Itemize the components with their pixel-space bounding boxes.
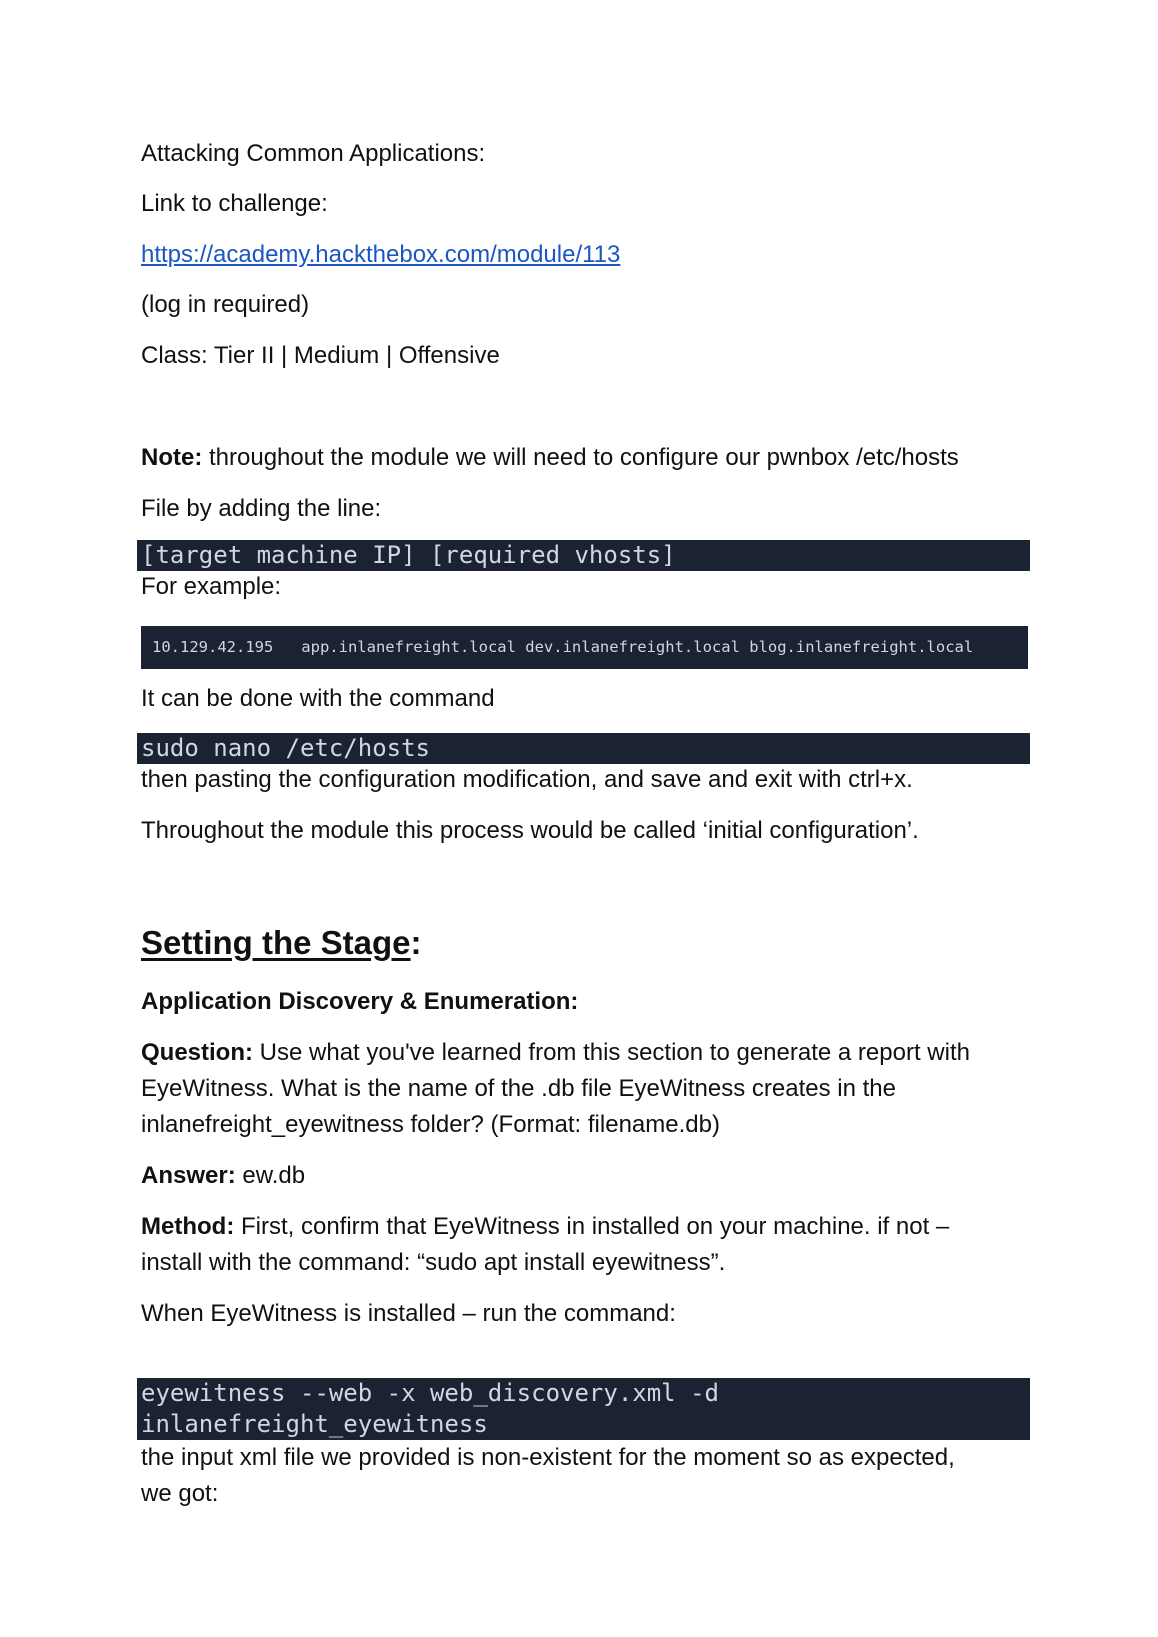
doc-title: Attacking Common Applications: (141, 140, 486, 167)
input-line-2: we got: (141, 1480, 219, 1507)
link-label: Link to challenge: (141, 190, 328, 217)
question-line-3: inlanefreight_eyewitness folder? (Format: filename.db) (141, 1111, 720, 1138)
example-code-image: 10.129.42.195 app.inlanefreight.local dev.inlanefreight.local blog.inlanefreight.local (141, 626, 1028, 669)
question-line-1 (141, 1038, 970, 1068)
note-label: Note: (141, 444, 203, 471)
question-text-1: Use what you've learned from this section to generate a report with (253, 1039, 970, 1066)
section-heading (141, 923, 422, 963)
command-intro: It can be done with the command (141, 685, 495, 712)
note-text: throughout the module we will need to configure our pwnbox /etc/hosts (202, 444, 959, 471)
when-paragraph: When EyeWitness is installed – run the command: (141, 1300, 676, 1327)
method-line-1 (141, 1212, 949, 1242)
answer-text: ew.db (235, 1162, 306, 1189)
answer-line (141, 1161, 305, 1191)
then-paragraph: then pasting the configuration modification, and save and exit with ctrl+x. (141, 766, 913, 793)
question-label: Question: (141, 1039, 253, 1066)
code-eyewitness-line-2: inlanefreight_eyewitness (141, 1410, 488, 1438)
answer-label: Answer: (141, 1162, 236, 1189)
code-block-eyewitness (137, 1378, 1030, 1440)
section-heading-colon: : (410, 924, 422, 961)
code-block-hosts: [target machine IP] [required vhosts] (137, 540, 1030, 571)
input-line-1: the input xml file we provided is non-existent for the moment so as expected, (141, 1444, 955, 1471)
example-label: For example: (141, 573, 282, 600)
method-label: Method: (141, 1213, 235, 1240)
method-line-2: install with the command: “sudo apt install eyewitness”. (141, 1249, 726, 1276)
code-eyewitness-line-1: eyewitness --web -x web_discovery.xml -d (141, 1379, 719, 1407)
method-text-1: First, confirm that EyeWitness in installed on your machine. if not – (234, 1213, 950, 1240)
challenge-link[interactable]: https://academy.hackthebox.com/module/113 (141, 241, 621, 268)
question-line-2: EyeWitness. What is the name of the .db file EyeWitness creates in the (141, 1075, 897, 1102)
subsection-heading: Application Discovery & Enumeration: (141, 988, 579, 1015)
throughout-paragraph: Throughout the module this process would be called ‘initial configuration’. (141, 817, 919, 844)
class-line: Class: Tier II | Medium | Offensive (141, 342, 500, 369)
code-block-nano: sudo nano /etc/hosts (137, 733, 1030, 764)
note-paragraph (141, 443, 959, 473)
section-heading-text: Setting the Stage (141, 924, 411, 961)
login-note: (log in required) (141, 291, 310, 318)
note-continuation: File by adding the line: (141, 495, 382, 522)
